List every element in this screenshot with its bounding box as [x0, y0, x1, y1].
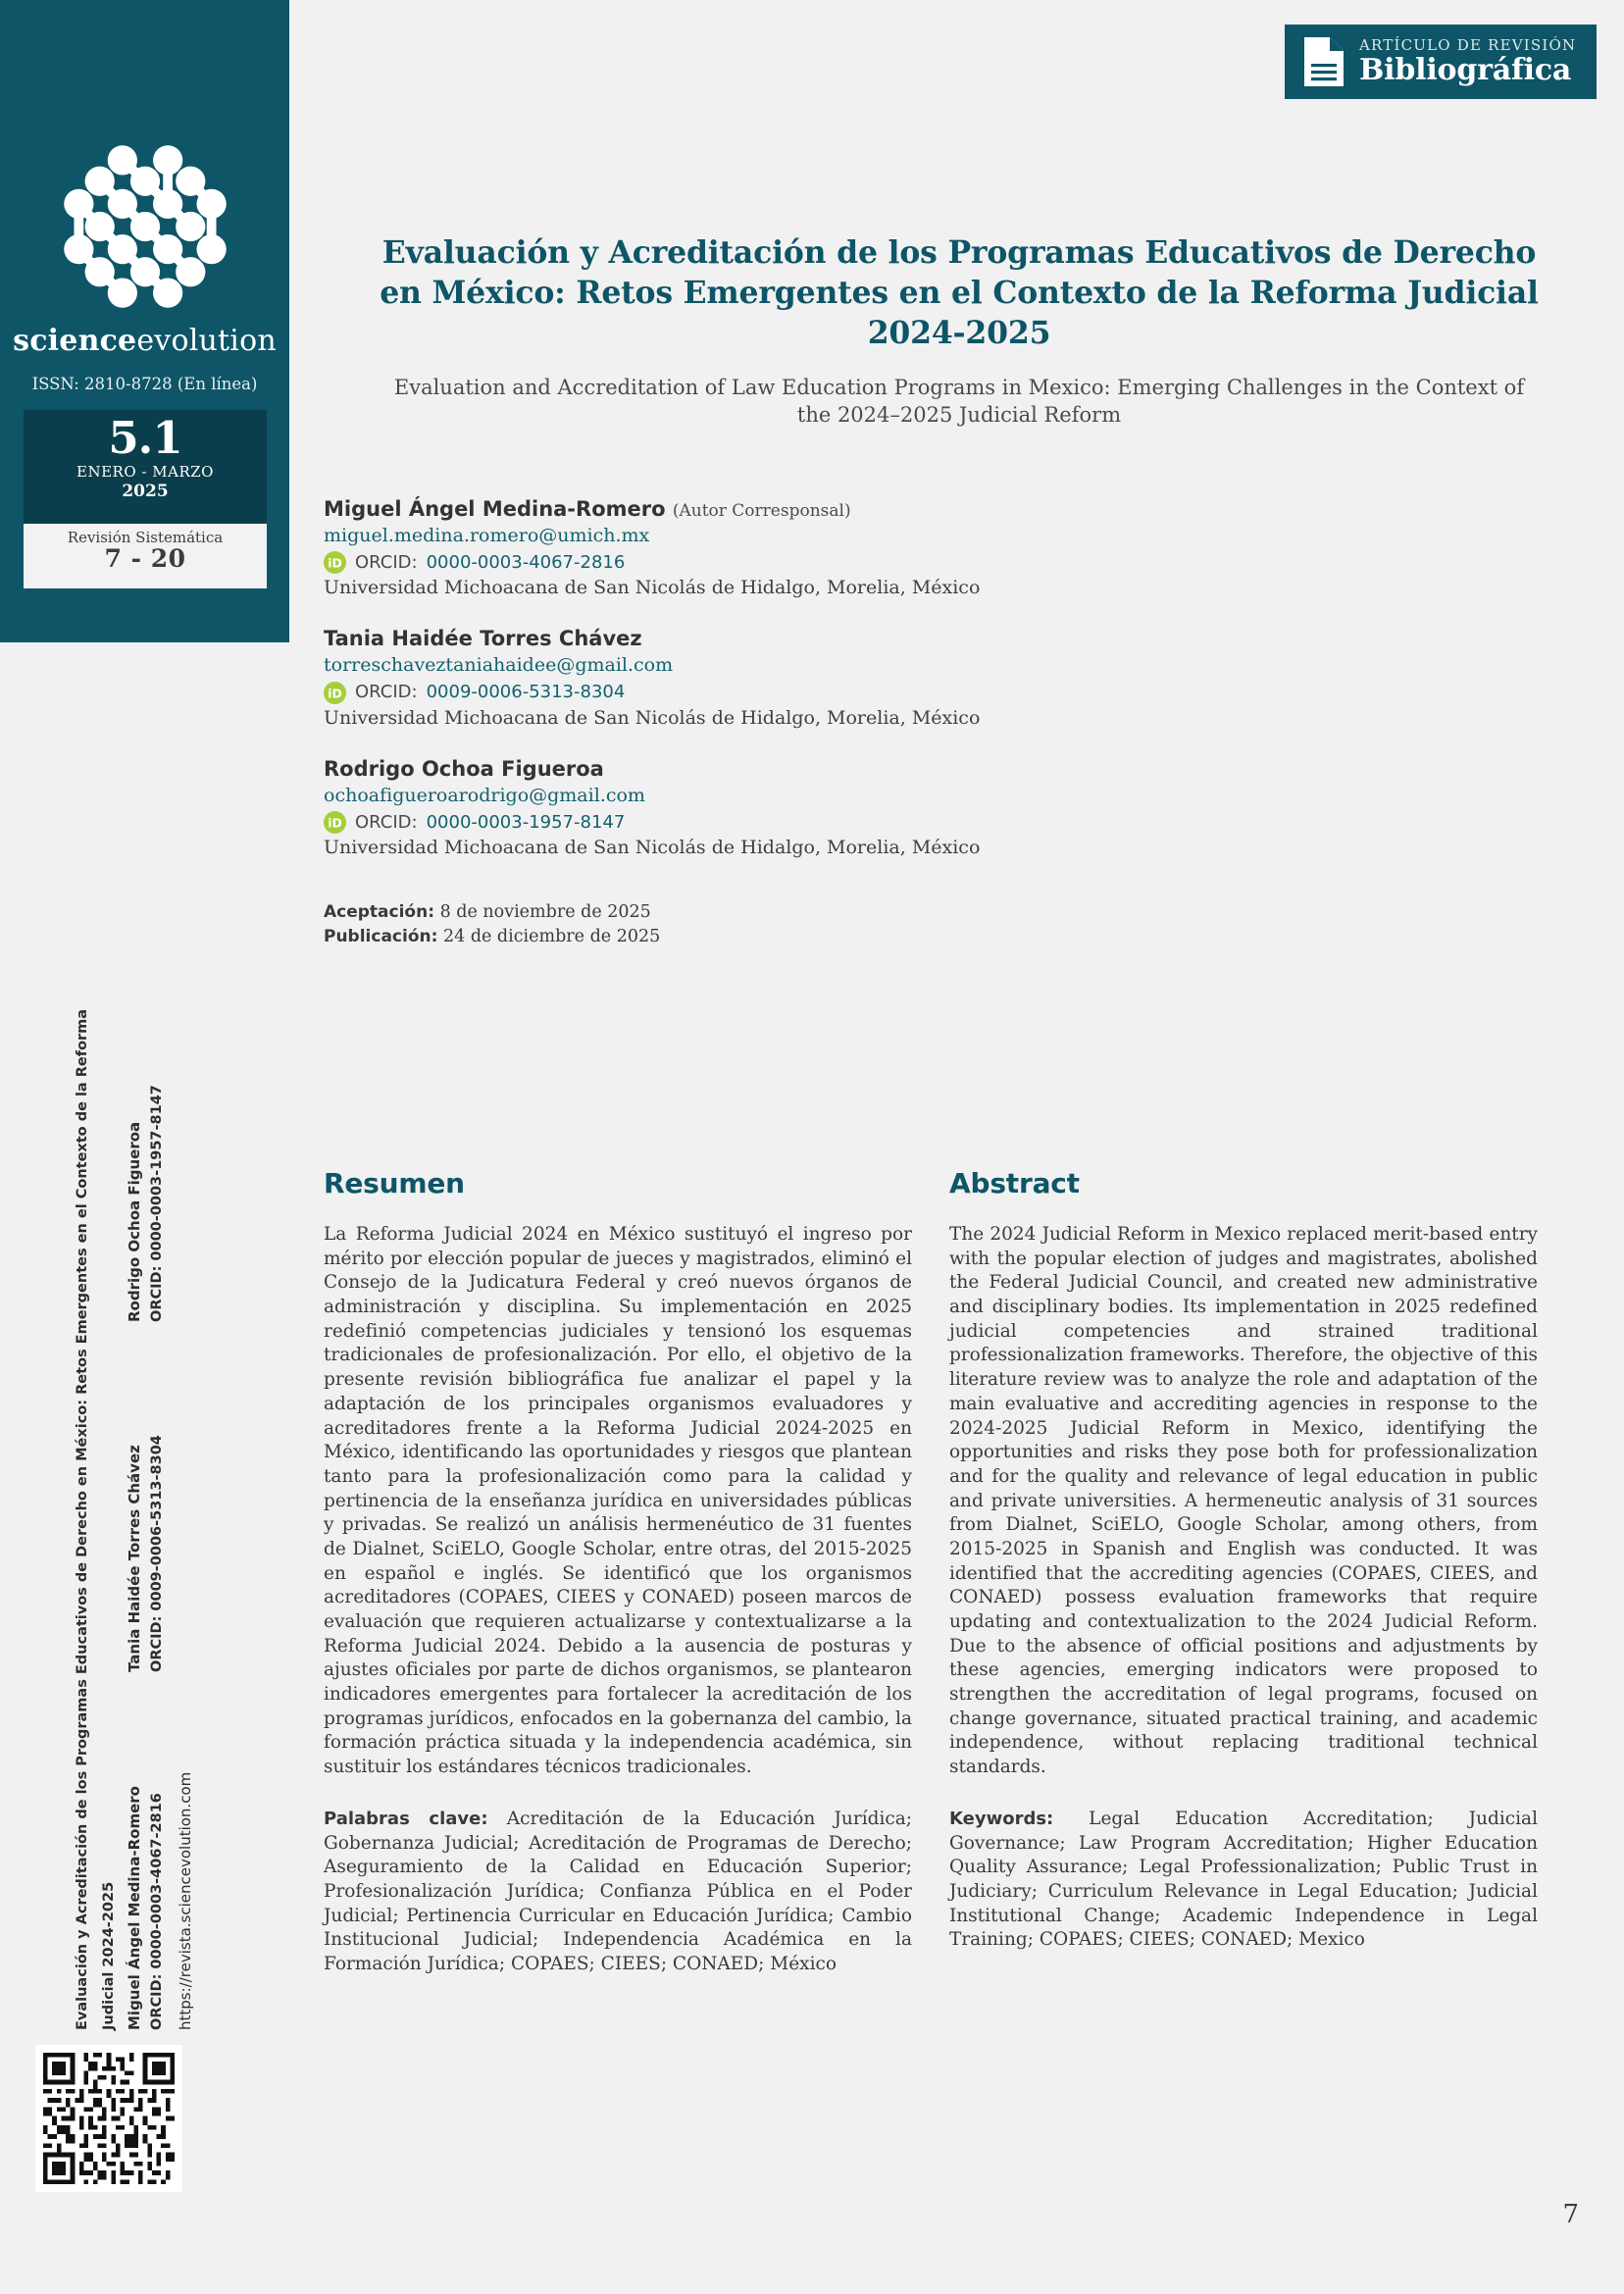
abstract-body: The 2024 Judicial Reform in Mexico replaced merit-based entry with the popular election of judges and magistrates, abolished the Federal Judicial Council, and created new administrative and disciplinary bodies. Its implementation in 2025 redefined judicial competencies and strained traditional professionalization frameworks. Therefore, the objective of this literature review was to analyze the role and adaptation of the main evaluative and accrediting agencies in response to the 2024-2025 Judicial Reform in Mexico, identifying the opportunities and risks they pose both for professionalization and for the quality and relevance of legal education in public and private universities. A hermeneutic analysis of 31 sources from Dialnet, SciELO, Google Scholar, among others, from 2015-2025 in Spanish and English was conducted. It was identified that the accrediting agencies (COPAES, CIEES, and CONAED) possess evaluation frameworks that require updating and contextualization to the 2024 Judicial Reform. Due to the absence of official positions and adjustments by these agencies, emerging indicators were proposed to strengthen the accreditation of legal programs, focused on change governance, situated practical training, and academic independence, without replacing traditional technical standards.	[949, 1224, 1538, 1778]
margin-running-title-line2: Judicial 2024-2025	[101, 1881, 117, 2030]
publication-dates	[324, 900, 1595, 950]
margin-author-1-name: Miguel Ángel Medina-Romero	[126, 1786, 143, 2030]
pages-box	[24, 524, 267, 588]
keywords	[949, 1808, 1538, 1953]
resumen-column	[324, 1167, 912, 1977]
acceptance-date-row	[324, 900, 1595, 925]
orcid-id-icon	[324, 811, 346, 834]
author-affiliation: Universidad Michoacana de San Nicolás de Hidalgo, Morelia, México	[324, 836, 981, 858]
orcid-number[interactable]: 0009-0006-5313-8304	[426, 682, 626, 703]
author-email[interactable]: torreschaveztaniahaidee@gmail.com	[324, 654, 674, 677]
margin-journal-url[interactable]: https://revista.sciencevolution.com	[177, 1771, 194, 2030]
molecule-network-logo-icon	[58, 139, 232, 314]
volume-period: ENERO - MARZO	[76, 463, 214, 481]
author-name	[324, 495, 1595, 523]
orcid-label: ORCID:	[355, 682, 418, 703]
section-kind-label: Revisión Sistemática	[67, 529, 224, 546]
palabras-clave	[324, 1808, 912, 1977]
margin-running-title-line1: Evaluación y Acreditación de los Programas Educativos de Derecho en México: Retos Emergentes en el Contexto de la Reforma	[75, 1008, 90, 2030]
qr-code-icon	[43, 2053, 175, 2184]
publication-value: 24 de diciembre de 2025	[437, 927, 661, 947]
authors-list	[324, 495, 1595, 861]
resumen-heading: Resumen	[324, 1167, 465, 1199]
margin-author-3-name: Rodrigo Ochoa Figueroa	[126, 1121, 143, 1322]
svg-text:iD: iD	[328, 815, 342, 831]
orcid-id-icon	[324, 551, 346, 574]
publication-date-row	[324, 925, 1595, 949]
author-name	[324, 625, 1595, 652]
author-entry	[324, 755, 1595, 861]
svg-text:iD: iD	[328, 685, 342, 700]
author-name-text: Rodrigo Ochoa Figueroa	[324, 756, 604, 781]
margin-author-2-orcid: ORCID: 0009-0006-5313-8304	[149, 1435, 165, 1672]
qr-code-container[interactable]	[35, 2045, 182, 2192]
author-entry	[324, 625, 1595, 731]
palabras-clave-value: Acreditación de la Educación Jurídica; Gobernanza Judicial; Acreditación de Programas de Derecho; Aseguramiento de la Calidad en Educación Superior; Profesionalización Jurídica; Confianza Pública en el Poder Judicial; Pertinencia Curricular en Educación Jurídica; Cambio Institucional Judicial; Independencia Académica en la Formación Jurídica; COPAES; CIEES; CONAED; México	[324, 1808, 912, 1974]
keywords-value: Legal Education Accreditation; Judicial Governance; Law Program Accreditation; Higher Education Quality Assurance; Legal Professionalization; Public Trust in Judiciary; Curriculum Relevance in Legal Education; Judicial Institutional Change; Academic Independence in Legal Training; COPAES; CIEES; CONAED; Mexico	[949, 1808, 1538, 1951]
orcid-number[interactable]: 0000-0003-4067-2816	[426, 552, 626, 574]
orcid-number[interactable]: 0000-0003-1957-8147	[426, 811, 626, 833]
author-name-text: Miguel Ángel Medina-Romero	[324, 497, 666, 522]
journal-masthead-rail	[0, 0, 289, 642]
author-email[interactable]: ochoafigueroarodrigo@gmail.com	[324, 784, 645, 806]
author-orcid-row[interactable]	[324, 550, 1595, 575]
author-name-text: Tania Haidée Torres Chávez	[324, 627, 642, 651]
author-entry	[324, 495, 1595, 601]
wordmark-bold: science	[13, 324, 137, 358]
author-affiliation: Universidad Michoacana de San Nicolás de Hidalgo, Morelia, México	[324, 706, 981, 729]
wordmark-light: evolution	[136, 324, 277, 358]
page-number: 7	[1562, 2200, 1579, 2229]
journal-wordmark	[0, 324, 289, 358]
margin-author-1-orcid: ORCID: 0000-0003-4067-2816	[149, 1793, 165, 2030]
abstract-column	[949, 1167, 1538, 1977]
author-orcid-row[interactable]	[324, 810, 1595, 835]
acceptance-value: 8 de noviembre de 2025	[434, 901, 651, 922]
margin-author-3-orcid: ORCID: 0000-0003-1957-8147	[149, 1085, 165, 1322]
orcid-id-icon	[324, 682, 346, 704]
author-email[interactable]: miguel.medina.romero@umich.mx	[324, 525, 650, 547]
author-affiliation: Universidad Michoacana de San Nicolás de Hidalgo, Morelia, México	[324, 577, 981, 599]
volume-box	[24, 410, 267, 524]
badge-main-label: Bibliográfica	[1359, 53, 1572, 88]
margin-running-head	[0, 687, 289, 2060]
volume-number: 5.1	[108, 412, 182, 464]
orcid-label: ORCID:	[355, 811, 418, 833]
author-orcid-row[interactable]	[324, 680, 1595, 704]
page-subtitle-english: Evaluation and Accreditation of Law Education Programs in Mexico: Emerging Challenges in the Context of the 2024–2025 Judicial Reform	[393, 375, 1525, 427]
svg-text:iD: iD	[328, 555, 342, 571]
acceptance-label: Aceptación:	[324, 901, 435, 922]
badge-kicker-label: ARTÍCULO DE REVISIÓN	[1359, 35, 1577, 54]
orcid-label: ORCID:	[355, 552, 418, 574]
page-range-label: 7 - 20	[104, 544, 186, 573]
volume-year: 2025	[122, 482, 169, 501]
margin-author-2-name: Tania Haidée Torres Chávez	[126, 1445, 143, 1672]
page-title: Evaluación y Acreditación de los Programas Educativos de Derecho en México: Retos Emergentes en el Contexto de la Reforma Judicial 2024-2025	[380, 234, 1539, 351]
keywords-label: Keywords:	[949, 1808, 1054, 1829]
abstract-section	[324, 1167, 1595, 1977]
article-header	[324, 0, 1595, 950]
resumen-body: La Reforma Judicial 2024 en México sustituyó el ingreso por mérito por elección popular de jueces y magistrados, eliminó el Consejo de la Judicatura Federal y creó nuevos órganos de administración y disciplina. Su implementación en 2025 redefinió competencias judiciales y tensionó los esquemas tradicionales de profesionalización. Por ello, el objetivo de la presente revisión bibliográfica fue analizar el papel y la adaptación de los principales organismos evaluadores y acreditadores frente a la Reforma Judicial 2024-2025 en México, identificando las oportunidades y riesgos que plantean tanto para la profesionalización como para la calidad y pertinencia de la enseñanza jurídica en universidades públicas y privadas. Se realizó un análisis hermenéutico de 31 fuentes de Dialnet, SciELO, Google Scholar, entre otras, del 2015-2025 en español e inglés. Se identificó que los organismos acreditadores (COPAES, CIEES y CONAED) poseen marcos de evaluación que requieren actualizarse y contextualizarse a la Reforma Judicial 2024. Debido a la ausencia de posturas y ajustes oficiales por parte de dichos organismos, se plantearon indicadores emergentes para fortalecer la acreditación de los programas jurídicos, enfocados en la gobernanza del cambio, la formación práctica situada y la independencia académica, sin sustituir los estándares técnicos tradicionales.	[324, 1224, 912, 1778]
palabras-clave-label: Palabras clave:	[324, 1808, 488, 1829]
author-name	[324, 755, 1595, 783]
corresponding-author-note: (Autor Corresponsal)	[672, 501, 851, 522]
publication-label: Publicación:	[324, 927, 438, 947]
issn-text: ISSN: 2810-8728 (En línea)	[31, 375, 258, 393]
abstract-heading: Abstract	[949, 1167, 1080, 1199]
